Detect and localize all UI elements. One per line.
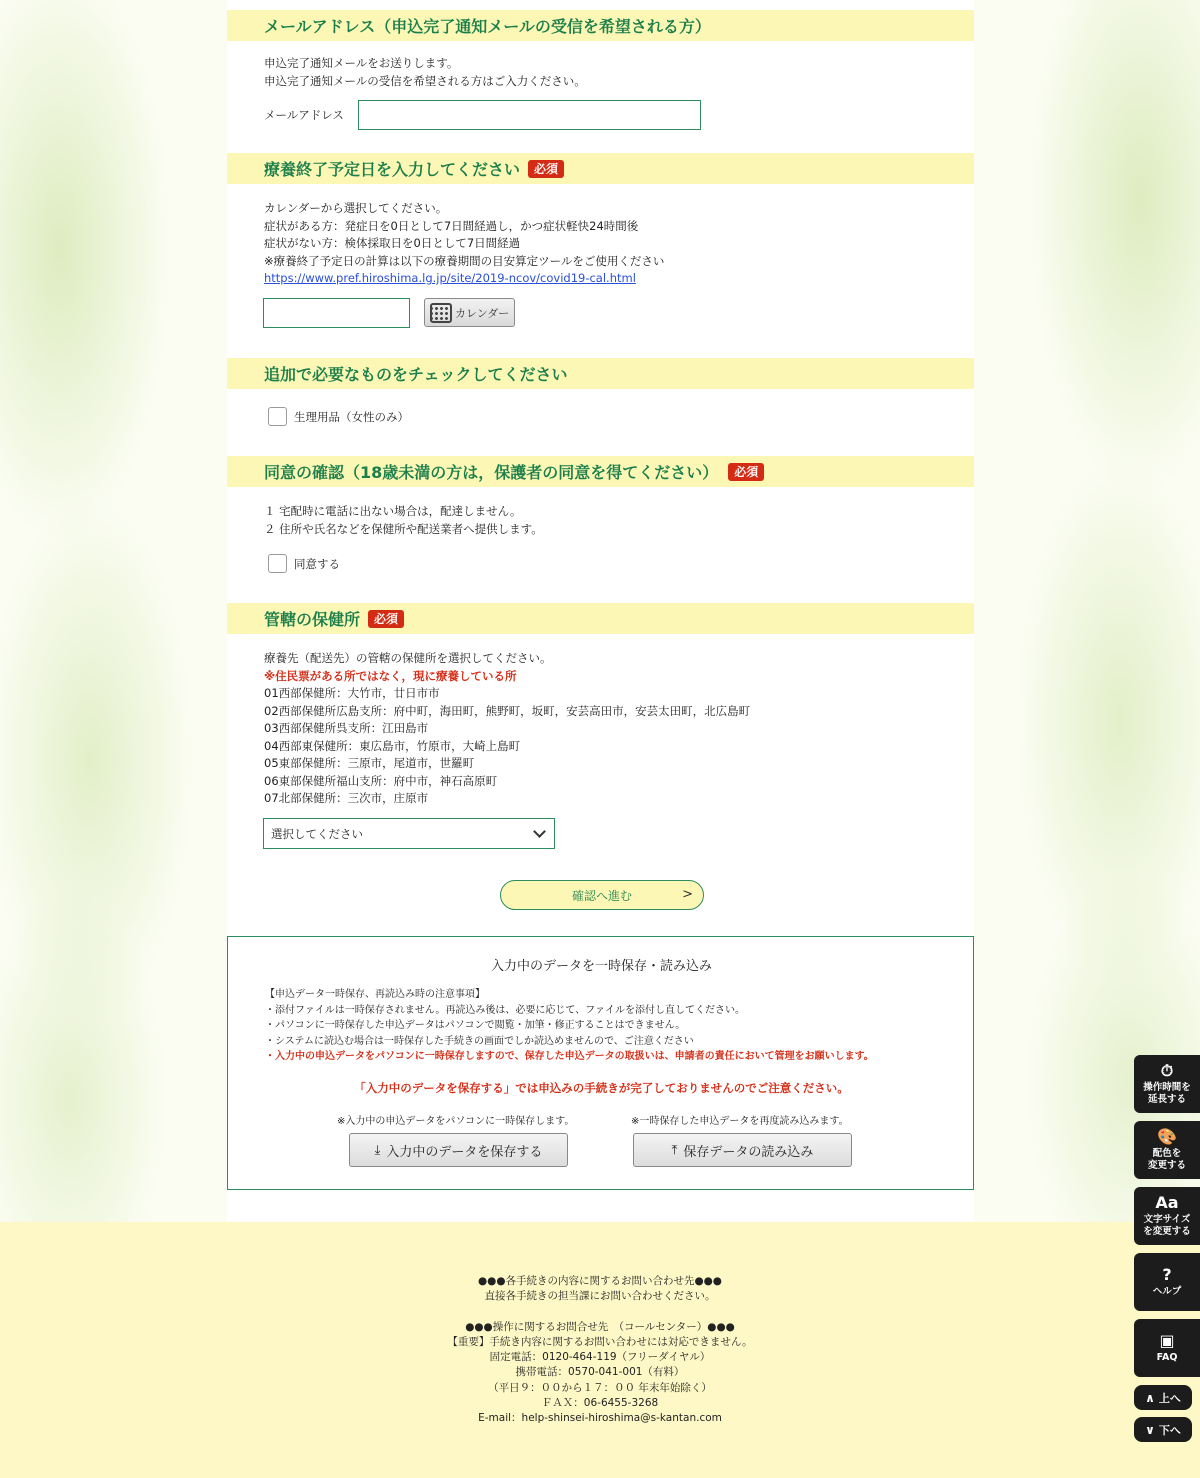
sanitary-checkbox-label: 生理用品（女性のみ）	[294, 409, 409, 424]
help-label: ヘルプ	[1152, 1286, 1182, 1297]
save-note: ※入力中の申込データをパソコンに一時保存します。	[337, 1116, 575, 1127]
consent-checkbox-label: 同意する	[294, 556, 340, 571]
font-size-label: を変更する	[1143, 1226, 1191, 1237]
faq-label: FAQ	[1156, 1352, 1178, 1363]
temp-save-note: 【申込データ一時保存、再読込み時の注意事項】	[265, 989, 485, 1000]
health-center-list-item: 05東部保健所：三原市，尾道市，世羅町	[264, 756, 475, 770]
temp-save-note: ・パソコンに一時保存した申込データはパソコンで閲覧・加筆・修正することはできません。	[265, 1020, 686, 1031]
footer-line: （平日９：００から１７：００ 年末年始除く）	[488, 1381, 712, 1394]
proceed-to-confirm-label: 確認へ進む	[571, 888, 632, 903]
health-center-section-title: 管轄の保健所	[264, 610, 361, 629]
health-center-list-item: 07北部保健所：三次市，庄原市	[264, 791, 429, 805]
required-badge: 必須	[368, 610, 404, 628]
load-data-button[interactable]	[633, 1133, 852, 1167]
extra-section-header	[227, 358, 974, 389]
calendar-button-label: カレンダー	[455, 306, 510, 320]
extend-time-label: 操作時間を	[1143, 1082, 1191, 1093]
load-note: ※一時保存した申込データを再度読み込みます。	[631, 1116, 849, 1127]
consent-items	[264, 503, 543, 538]
required-badge: 必須	[528, 160, 564, 178]
sanitary-checkbox-row[interactable]	[268, 407, 409, 426]
sanitary-checkbox[interactable]	[268, 407, 287, 426]
font-size-icon: Aa	[1155, 1193, 1179, 1212]
temp-save-note-warning: ・入力中の申込データをパソコンに一時保存しますので、保存した申込データの取扱いは、申請者の責任において管理をお願いします。	[265, 1051, 874, 1062]
health-center-select-value: 選択してください	[271, 826, 363, 841]
health-center-desc: 療養先（配送先）の管轄の保健所を選択してください。	[264, 651, 552, 665]
temp-save-notes	[265, 987, 874, 1065]
consent-section-title: 同意の確認（18歳未満の方は，保護者の同意を得てください）	[264, 463, 719, 482]
footer-line: 【重要】手続き内容に関するお問い合わせには対応できません。	[447, 1335, 753, 1348]
end-date-desc-line: カレンダーから選択してください。	[264, 201, 448, 215]
temp-save-panel	[227, 936, 974, 1190]
footer-line: ＦＡＸ：06-6455-3268	[541, 1397, 659, 1410]
change-font-size-button[interactable]	[1134, 1187, 1200, 1245]
footer-line: ●●●各手続きの内容に関するお問い合わせ先●●●	[478, 1275, 722, 1287]
required-badge: 必須	[728, 463, 764, 481]
download-icon: ⤓	[374, 1142, 381, 1158]
load-data-label: 保存データの読み込み	[683, 1144, 814, 1160]
change-color-label: 配色を	[1152, 1148, 1182, 1159]
health-center-section-header	[227, 603, 974, 634]
health-center-list-item: 04西部東保健所：東広島市，竹原市，大崎上島町	[264, 738, 521, 753]
health-center-list-item: 06東部保健所福山支所：府中市，神石高原町	[264, 773, 498, 788]
consent-checkbox[interactable]	[268, 554, 287, 573]
temp-save-title: 入力中のデータを一時保存・読み込み	[490, 959, 712, 974]
footer-line: ●●●操作に関するお問合せ先 （コールセンター）●●●	[465, 1320, 735, 1333]
footer-contact-info	[0, 1274, 1200, 1427]
consent-checkbox-row[interactable]	[268, 554, 340, 573]
chevron-up-icon: ∧	[1145, 1390, 1155, 1405]
end-date-desc-line: 症状がある方：発症日を0日として7日間経過し，かつ症状軽快24時間後	[264, 218, 639, 233]
end-date-desc-line: 症状がない方：検体採取日を0日として7日間経過	[264, 236, 521, 250]
consent-item: １ 宅配時に電話に出ない場合は，配達しません。	[264, 504, 522, 518]
temp-save-warning: 「入力中のデータを保存する」では申込みの手続きが完了しておりませんのでご注意ください。	[354, 1081, 849, 1095]
end-date-desc-line: ※療養終了予定日の計算は以下の療養期間の目安算定ツールをご使用ください	[264, 253, 665, 268]
email-field[interactable]	[358, 100, 701, 130]
footer-line: 携帯電話：0570-041-001（有料）	[515, 1366, 685, 1379]
scroll-down-button[interactable]	[1134, 1417, 1192, 1442]
email-field-label: メールアドレス	[264, 108, 344, 122]
palette-icon: 🎨	[1157, 1127, 1177, 1146]
temp-save-note: ・添付ファイルは一時保存されません。再読込み後は、必要に応じて、ファイルを添付し直してください。	[265, 1004, 745, 1016]
calendar-button[interactable]	[424, 298, 515, 327]
calc-tool-link[interactable]: https://www.pref.hiroshima.lg.jp/site/2019-ncov/covid19-cal.html	[264, 271, 636, 285]
scroll-up-label: 上へ	[1158, 1391, 1181, 1405]
scroll-down-label: 下へ	[1158, 1423, 1181, 1437]
stopwatch-icon: ⏱	[1160, 1061, 1174, 1080]
extra-section-title: 追加で必要なものをチェックしてください	[264, 365, 568, 384]
font-size-label: 文字サイズ	[1143, 1214, 1191, 1225]
extend-time-label: 延長する	[1147, 1094, 1186, 1105]
footer-line: 直接各手続きの担当課にお問い合わせください。	[484, 1290, 716, 1303]
consent-section-header	[227, 456, 974, 487]
chevron-down-icon: ∨	[1145, 1422, 1155, 1437]
end-date-section-title: 療養終了予定日を入力してください	[264, 160, 521, 179]
proceed-to-confirm-button[interactable]	[500, 880, 704, 910]
page-footer	[0, 1222, 1200, 1478]
save-data-button[interactable]	[349, 1133, 568, 1167]
chevron-right-icon: >	[682, 887, 693, 902]
faq-button[interactable]	[1134, 1319, 1200, 1377]
end-date-section-header	[227, 153, 974, 184]
help-icon: ?	[1162, 1265, 1172, 1284]
chevron-down-icon	[533, 825, 546, 838]
email-section-title: メールアドレス（申込完了通知メールの受信を希望される方）	[264, 17, 711, 36]
footer-line	[0, 1305, 1200, 1320]
end-date-input[interactable]	[263, 298, 410, 328]
health-center-warning: ※住民票がある所ではなく，現に療養している所	[264, 668, 517, 683]
change-color-label: 変更する	[1147, 1160, 1186, 1171]
change-color-button[interactable]	[1134, 1121, 1200, 1179]
calendar-icon	[430, 303, 452, 323]
health-center-list-item: 02西部保健所広島支所：府中町，海田町，熊野町，坂町，安芸高田市，安芸太田町，北広島町	[264, 703, 751, 718]
email-description	[264, 55, 586, 90]
extend-time-button[interactable]	[1134, 1055, 1200, 1113]
health-center-select[interactable]	[263, 818, 555, 849]
scroll-up-button[interactable]	[1134, 1385, 1192, 1410]
health-center-list-item: 03西部保健所呉支所：江田島市	[264, 721, 429, 735]
footer-line: 固定電話：0120-464-119（フリーダイヤル）	[489, 1351, 711, 1364]
temp-save-note: ・システムに読込む場合は一時保存した手続きの画面でしか読込めませんので、ご注意ください	[265, 1035, 694, 1047]
email-desc-line: 申込完了通知メールをお送りします。	[264, 56, 459, 70]
footer-line: E-mail：help-shinsei-hiroshima@s-kantan.com	[478, 1412, 722, 1425]
email-desc-line: 申込完了通知メールの受信を希望される方はご入力ください。	[264, 73, 586, 88]
health-center-description	[264, 650, 750, 808]
consent-item: ２ 住所や氏名などを保健所や配送業者へ提供します。	[264, 521, 543, 536]
email-section-header	[227, 10, 974, 41]
form-main	[227, 0, 974, 1222]
help-button[interactable]	[1134, 1253, 1200, 1311]
save-data-label: 入力中のデータを保存する	[386, 1144, 543, 1160]
chat-icon: ▣	[1159, 1331, 1175, 1350]
upload-icon: ⤒	[671, 1142, 678, 1158]
end-date-description	[264, 200, 664, 288]
health-center-list-item: 01西部保健所：大竹市，廿日市市	[264, 686, 440, 700]
